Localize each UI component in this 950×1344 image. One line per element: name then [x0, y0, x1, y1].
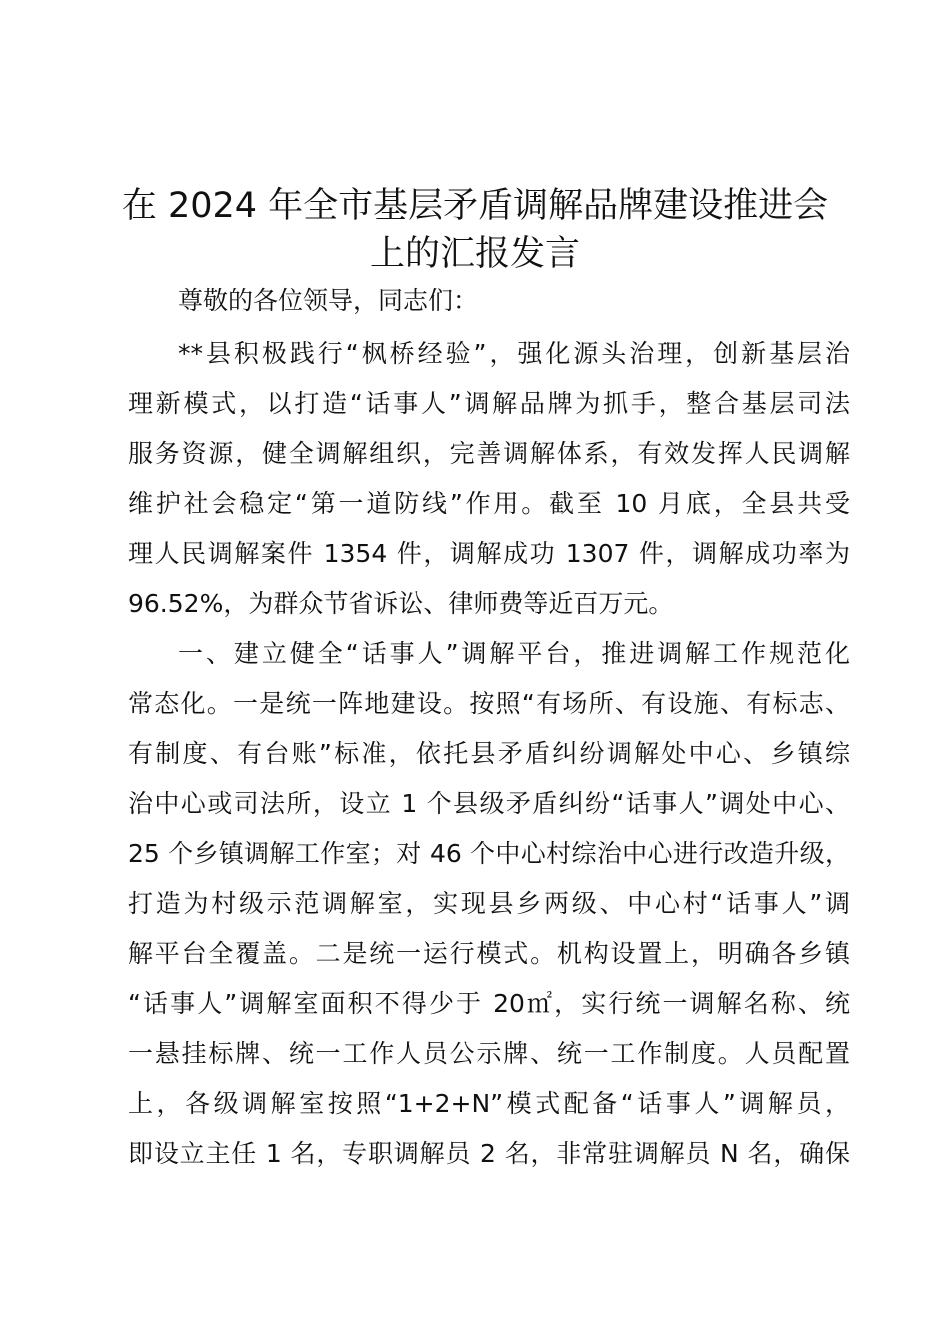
- body-line: 常态化。一是统一阵地建设。按照“有场所、有设施、有标志、: [128, 689, 850, 718]
- body-line: 上，各级调解室按照“1+2+N”模式配备“话事人”调解员，: [128, 1089, 850, 1118]
- body-line: 理人民调解案件 1354 件，调解成功 1307 件，调解成功率为: [128, 539, 850, 568]
- body-line: 有制度、有台账”标准，依托县矛盾纠纷调解处中心、乡镇综: [128, 739, 850, 768]
- body-line: 打造为村级示范调解室，实现县乡两级、中心村“话事人”调: [128, 889, 850, 918]
- document-title-line-1: 在 2024 年全市基层矛盾调解品牌建设推进会: [121, 186, 829, 226]
- body-line: 25 个乡镇调解工作室；对 46 个中心村综治中心进行改造升级，: [128, 839, 850, 868]
- body-line: 治中心或司法所，设立 1 个县级矛盾纠纷“话事人”调处中心、: [128, 789, 850, 818]
- body-line: **县积极践行“枫桥经验”，强化源头治理，创新基层治: [178, 339, 850, 368]
- document-title-line-2: 上的汇报发言: [369, 234, 580, 274]
- body-line: 96.52%，为群众节省诉讼、律师费等近百万元。: [128, 589, 674, 618]
- body-line: 理新模式，以打造“话事人”调解品牌为抓手，整合基层司法: [128, 389, 850, 418]
- body-line: 即设立主任 1 名，专职调解员 2 名，非常驻调解员 N 名，确保: [128, 1139, 850, 1168]
- body-line: 一悬挂标牌、统一工作人员公示牌、统一工作制度。人员配置: [128, 1039, 850, 1068]
- body-line: 服务资源，健全调解组织，完善调解体系，有效发挥人民调解: [128, 439, 850, 468]
- body-line: “话事人”调解室面积不得少于 20㎡，实行统一调解名称、统: [128, 989, 850, 1018]
- body-line: 解平台全覆盖。二是统一运行模式。机构设置上，明确各乡镇: [128, 939, 850, 968]
- body-line: 维护社会稳定“第一道防线”作用。截至 10 月底，全县共受: [128, 489, 850, 518]
- section-heading-line: 一、建立健全“话事人”调解平台，推进调解工作规范化: [178, 639, 850, 668]
- salutation: 尊敬的各位领导，同志们：: [178, 286, 479, 315]
